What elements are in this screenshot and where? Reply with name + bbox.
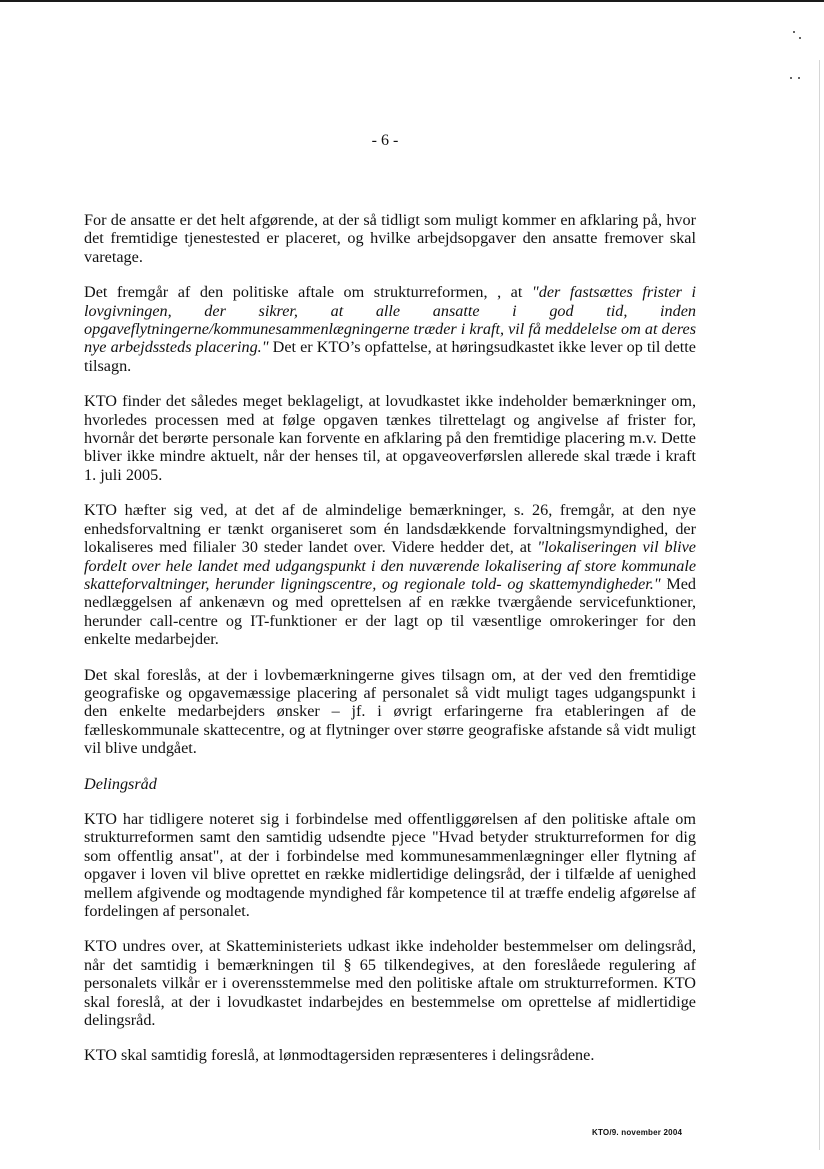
document-body [84,211,696,1082]
paragraph-4 [84,501,696,648]
paragraph-8: KTO skal samtidig foreslå, at lønmodtagersiden repræsenteres i delingsrådene. [84,1046,595,1065]
paragraph-2-text-end: Det er KTO’s opfattelse, at høringsudkastet ikke lever op til dette tilsagn. [84,338,696,375]
scan-speck [793,31,795,33]
section-heading: Delingsråd [84,774,157,793]
footer-date: KTO/9. november 2004 [592,1128,683,1137]
paragraph-4-quote: "lokaliseringen vil blive fordelt over hele landet med udgangspunkt i den nuværende lokalisering af store kommunale skatteforvaltninger, herunder ligningscentre, og regionale told- og skattemyndigheder." [84,538,696,593]
paragraph-2 [84,283,696,375]
scan-speck [799,37,801,39]
scan-speck [798,77,800,79]
scan-speck [790,77,792,79]
paragraph-1: For de ansatte er det helt afgørende, at der så tidligt som muligt kommer en afklaring på, hvor det fremtidige tjenestested er placeret, og hvilke arbejdsopgaver den ansatte fremover skal varetage. [84,211,696,266]
paragraph-2-text: Det fremgår af den politiske aftale om strukturreformen, , at [84,283,532,302]
paragraph-2-quote: "der fastsættes frister i lovgivningen, der sikrer, at alle ansatte i god tid, inden opgaveflytningerne/kommunesammenlægningerne træder i kraft, vil få meddelelse om at deres nye arbejdssteds placering." [84,283,696,357]
paragraph-4-text-end: Med nedlæggelsen af ankenævn og med oprettelsen af en række tværgående servicefunktioner, herunder call-centre og IT-funktioner er der lagt op til væsentlige omrokeringer for den enkelte medarbejder. [84,574,697,649]
scan-border-right [819,60,820,1150]
paragraph-6: KTO har tidligere noteret sig i forbindelse med offentliggørelsen af den politiske aftale om strukturreformen samt den samtidig udsendte pjece "Hvad betyder strukturreformen for dig som offentlig ansat", at der i forbindelse med kommunesammenlægninger eller flytning af opgaver i loven vil blive oprettet en række midlertidige delingsråd, der i tilfælde af uenighed mellem afgivende og modtagende myndighed får kompetence til at træffe endelig afgørelse af fordelingen af personalet. [84,809,696,920]
page-number: - 6 - [371,132,399,149]
scan-border-top [0,0,824,2]
paragraph-5: Det skal foreslås, at der i lovbemærkningerne gives tilsagn om, at der ved den fremtidige geografiske og opgavemæssige placering af personalet så vidt muligt tages udgangspunkt i den enkelte medarbejders ønsker – jf. i øvrigt erfaringerne fra etableringen af de fælleskommunale skattecentre, og at flytninger over større geografiske afstande så vidt muligt vil blive undgået. [84,665,696,758]
paragraph-4-text: KTO hæfter sig ved, at det af de almindelige bemærkninger, s. 26, fremgår, at den nye enhedsforvaltning er tænkt organiseret som én landsdækkende forvaltningsmyndighed, der lokaliseres med filialer 30 steder landet over. Videre hedder det, at [84,501,696,557]
paragraph-7: KTO undres over, at Skatteministeriets udkast ikke indeholder bestemmelser om delingsråd, når det samtidig i bemærkningen til § 65 tilkendegives, at den foreslåede regulering af personalets vilkår er i overensstemmelse med den politiske aftale om strukturreformen. KTO skal foreslå, at der i lovudkastet indarbejdes en bestemmelse om oprettelse af midlertidige delingsråd. [84,937,696,1030]
paragraph-3: KTO finder det således meget beklageligt, at lovudkastet ikke indeholder bemærkninger om, hvorledes processen med at følge opgaven tænkes tilrettelagt og angivelse af frister for, hvornår det berørte personale kan forvente en afklaring på den fremtidige placering m.v. Dette bliver ikke mindre aktuelt, når der henses til, at opgaveoverførslen allerede skal træde i kraft 1. juli 2005. [84,392,696,484]
